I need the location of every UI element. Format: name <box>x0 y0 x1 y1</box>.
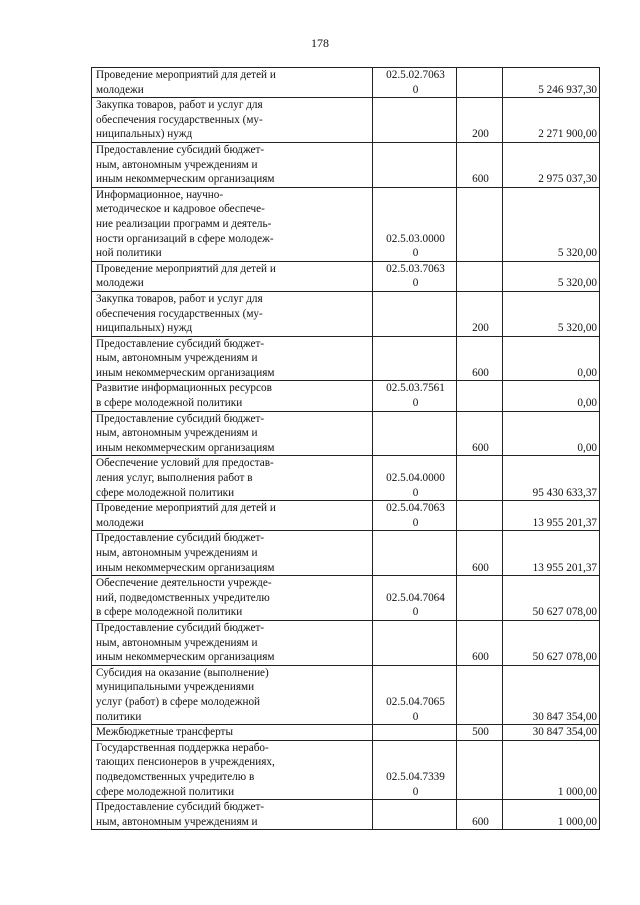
expense-type-code: 600 <box>472 441 489 454</box>
item-name-line: в сфере молодежной политики <box>96 606 243 619</box>
item-name-cell <box>92 576 373 621</box>
item-name-line: Закупка товаров, работ и услуг для <box>96 292 263 305</box>
item-name-cell <box>92 142 373 187</box>
item-name-line: ной политики <box>96 247 162 260</box>
classification-code-line: 02.5.03.0000 <box>386 232 445 245</box>
item-name-line: Развитие информационных ресурсов <box>96 382 272 395</box>
amount-value: 5 320,00 <box>557 247 597 260</box>
item-name-line: услуг (работ) в сфере молодежной <box>96 695 261 708</box>
amount-cell <box>503 665 600 724</box>
item-name-line: ным, автономным учреждениям и <box>96 427 258 440</box>
classification-code-cell <box>373 411 457 456</box>
amount-value: 1 000,00 <box>557 785 597 798</box>
expense-type-code: 600 <box>472 366 489 379</box>
amount-value: 2 975 037,30 <box>538 173 597 186</box>
classification-code-cell <box>373 531 457 576</box>
item-name-line: ным, автономным учреждениям и <box>96 636 258 649</box>
classification-code-line: 0 <box>412 277 419 290</box>
classification-code-line: 0 <box>412 247 419 260</box>
item-name-line: молодежи <box>96 83 144 96</box>
item-name-line: Предоставление субсидий бюджет- <box>96 143 265 156</box>
expense-type-cell <box>457 336 503 381</box>
item-name-line: Проведение мероприятий для детей и <box>96 502 276 515</box>
expense-type-cell <box>457 142 503 187</box>
item-name-line: в сфере молодежной политики <box>96 397 243 410</box>
classification-code-cell <box>373 68 457 98</box>
budget-table <box>91 67 600 830</box>
item-name-line: Предоставление субсидий бюджет- <box>96 337 265 350</box>
item-name-line: ниципальных) нужд <box>96 128 193 141</box>
item-name-line: иным некоммерческим организациям <box>96 366 275 379</box>
item-name-line: ления услуг, выполнения работ в <box>96 472 253 485</box>
classification-code-line: 0 <box>412 397 419 410</box>
amount-value: 1 000,00 <box>557 815 597 828</box>
expense-type-code: 200 <box>472 322 489 335</box>
item-name-line: ным, автономным учреждениям и <box>96 547 258 559</box>
item-name-line: молодежи <box>96 277 144 290</box>
item-name-cell <box>92 291 373 336</box>
classification-code-line: 0 <box>412 606 419 619</box>
item-name-line: Межбюджетные трансферты <box>96 726 233 739</box>
item-name-cell <box>92 725 373 741</box>
expense-type-cell <box>457 620 503 665</box>
table-row <box>92 68 600 98</box>
classification-code-cell <box>373 800 457 830</box>
classification-code-cell <box>373 187 457 261</box>
classification-code-line: 02.5.03.7561 <box>386 382 445 395</box>
item-name-line: Обеспечение условий для предостав- <box>96 457 274 470</box>
expense-type-code: 600 <box>472 651 489 664</box>
classification-code-line: 02.5.03.7063 <box>386 262 445 275</box>
amount-cell <box>503 531 600 576</box>
item-name-cell <box>92 98 373 143</box>
item-name-line: Информационное, научно- <box>96 188 224 201</box>
item-name-cell <box>92 740 373 799</box>
amount-value: 5 320,00 <box>557 277 597 290</box>
item-name-line: подведомственных учредителю в <box>96 770 255 783</box>
classification-code-cell <box>373 740 457 799</box>
amount-cell <box>503 800 600 830</box>
classification-code-line: 0 <box>412 486 419 499</box>
item-name-line: ным, автономным учреждениям и <box>96 815 258 828</box>
amount-value: 5 320,00 <box>557 322 597 335</box>
amount-cell <box>503 576 600 621</box>
amount-cell <box>503 187 600 261</box>
item-name-cell <box>92 68 373 98</box>
amount-value: 0,00 <box>577 397 597 410</box>
classification-code-line: 02.5.04.7064 <box>386 591 445 604</box>
expense-type-cell <box>457 800 503 830</box>
item-name-line: сфере молодежной политики <box>96 785 235 798</box>
expense-type-code: 500 <box>472 726 489 739</box>
amount-value: 50 627 078,00 <box>532 651 597 664</box>
amount-value: 50 627 078,00 <box>532 606 597 619</box>
item-name-line: обеспечения государственных (му- <box>96 307 263 320</box>
table-row <box>92 725 600 741</box>
table-row <box>92 665 600 724</box>
amount-cell <box>503 98 600 143</box>
item-name-cell <box>92 411 373 456</box>
expense-type-cell <box>457 291 503 336</box>
table-row <box>92 576 600 621</box>
expense-type-code: 600 <box>472 173 489 186</box>
expense-type-cell <box>457 381 503 411</box>
item-name-line: Субсидия на оказание (выполнение) <box>96 666 269 679</box>
table-row <box>92 291 600 336</box>
expense-type-cell <box>457 576 503 621</box>
table-row <box>92 98 600 143</box>
expense-type-cell <box>457 456 503 501</box>
classification-code-line: 0 <box>412 785 419 798</box>
table-row <box>92 456 600 501</box>
item-name-line: Предоставление субсидий бюджет- <box>96 801 265 814</box>
item-name-line: Закупка товаров, работ и услуг для <box>96 99 263 112</box>
amount-cell <box>503 291 600 336</box>
item-name-line: сфере молодежной политики <box>96 486 235 499</box>
item-name-line: ниципальных) нужд <box>96 322 193 335</box>
item-name-line: ным, автономным учреждениям и <box>96 158 258 171</box>
table-row <box>92 531 600 576</box>
amount-cell <box>503 381 600 411</box>
amount-value: 5 246 937,30 <box>538 83 597 96</box>
item-name-line: Проведение мероприятий для детей и <box>96 69 276 81</box>
item-name-line: обеспечения государственных (му- <box>96 113 263 126</box>
item-name-cell <box>92 261 373 291</box>
table-row <box>92 501 600 531</box>
item-name-line: ности организаций в сфере молодеж- <box>96 232 274 245</box>
table-row <box>92 800 600 830</box>
classification-code-cell <box>373 501 457 531</box>
expense-type-cell <box>457 68 503 98</box>
item-name-line: Предоставление субсидий бюджет- <box>96 532 265 545</box>
item-name-cell <box>92 800 373 830</box>
amount-cell <box>503 142 600 187</box>
classification-code-line: 02.5.04.7339 <box>386 770 445 783</box>
item-name-cell <box>92 381 373 411</box>
amount-cell <box>503 336 600 381</box>
item-name-line: ний, подведомственных учредителю <box>96 591 270 604</box>
table-row <box>92 142 600 187</box>
item-name-cell <box>92 531 373 576</box>
classification-code-cell <box>373 98 457 143</box>
expense-type-code: 200 <box>472 128 489 141</box>
amount-value: 0,00 <box>577 441 597 454</box>
amount-cell <box>503 501 600 531</box>
item-name-line: иным некоммерческим организациям <box>96 561 275 574</box>
classification-code-cell <box>373 291 457 336</box>
item-name-cell <box>92 620 373 665</box>
classification-code-line: 0 <box>412 710 419 723</box>
amount-cell <box>503 68 600 98</box>
table-row <box>92 187 600 261</box>
amount-value: 2 271 900,00 <box>538 128 597 141</box>
item-name-line: иным некоммерческим организациям <box>96 441 275 454</box>
classification-code-cell <box>373 336 457 381</box>
table-row <box>92 411 600 456</box>
amount-value: 30 847 354,00 <box>532 710 597 723</box>
amount-cell <box>503 725 600 741</box>
item-name-line: политики <box>96 710 142 723</box>
item-name-line: иным некоммерческим организациям <box>96 651 275 664</box>
expense-type-cell <box>457 501 503 531</box>
item-name-line: Предоставление субсидий бюджет- <box>96 621 265 634</box>
expense-type-code: 600 <box>472 561 489 574</box>
amount-value: 13 955 201,37 <box>532 516 597 529</box>
expense-type-cell <box>457 261 503 291</box>
table-row <box>92 261 600 291</box>
classification-code-line: 02.5.04.0000 <box>386 472 445 485</box>
item-name-line: тающих пенсионеров в учреждениях, <box>96 756 275 769</box>
item-name-line: ние реализации программ и деятель- <box>96 217 272 230</box>
amount-cell <box>503 740 600 799</box>
item-name-line: методическое и кадровое обеспече- <box>96 203 265 216</box>
amount-value: 95 430 633,37 <box>532 486 597 499</box>
amount-cell <box>503 456 600 501</box>
item-name-line: Государственная поддержка нерабо- <box>96 741 269 754</box>
item-name-line: муниципальными учреждениями <box>96 681 255 694</box>
classification-code-cell <box>373 620 457 665</box>
item-name-line: ным, автономным учреждениям и <box>96 352 258 365</box>
item-name-line: Предоставление субсидий бюджет- <box>96 412 265 425</box>
expense-type-code: 600 <box>472 815 489 828</box>
classification-code-cell <box>373 142 457 187</box>
table-row <box>92 336 600 381</box>
classification-code-cell <box>373 456 457 501</box>
amount-value: 13 955 201,37 <box>532 561 597 574</box>
classification-code-cell <box>373 381 457 411</box>
item-name-line: Проведение мероприятий для детей и <box>96 262 276 275</box>
classification-code-line: 0 <box>412 83 419 96</box>
expense-type-cell <box>457 98 503 143</box>
classification-code-cell <box>373 261 457 291</box>
classification-code-cell <box>373 665 457 724</box>
budget-table-body <box>92 68 600 830</box>
amount-cell <box>503 261 600 291</box>
item-name-line: иным некоммерческим организациям <box>96 173 275 186</box>
expense-type-cell <box>457 740 503 799</box>
classification-code-line: 02.5.04.7065 <box>386 695 445 708</box>
item-name-line: молодежи <box>96 516 144 529</box>
amount-cell <box>503 411 600 456</box>
page-number: 178 <box>311 36 329 50</box>
table-row <box>92 620 600 665</box>
item-name-cell <box>92 665 373 724</box>
expense-type-cell <box>457 665 503 724</box>
item-name-cell <box>92 456 373 501</box>
classification-code-cell <box>373 725 457 741</box>
classification-code-line: 0 <box>412 516 419 529</box>
expense-type-cell <box>457 725 503 741</box>
amount-cell <box>503 620 600 665</box>
expense-type-cell <box>457 187 503 261</box>
table-row <box>92 740 600 799</box>
item-name-cell <box>92 187 373 261</box>
amount-value: 30 847 354,00 <box>532 726 597 739</box>
classification-code-line: 02.5.04.7063 <box>386 502 445 515</box>
table-row <box>92 381 600 411</box>
item-name-cell <box>92 501 373 531</box>
expense-type-cell <box>457 411 503 456</box>
amount-value: 0,00 <box>577 366 597 379</box>
classification-code-line: 02.5.02.7063 <box>386 69 445 81</box>
item-name-line: Обеспечение деятельности учрежде- <box>96 577 272 590</box>
expense-type-cell <box>457 531 503 576</box>
classification-code-cell <box>373 576 457 621</box>
item-name-cell <box>92 336 373 381</box>
